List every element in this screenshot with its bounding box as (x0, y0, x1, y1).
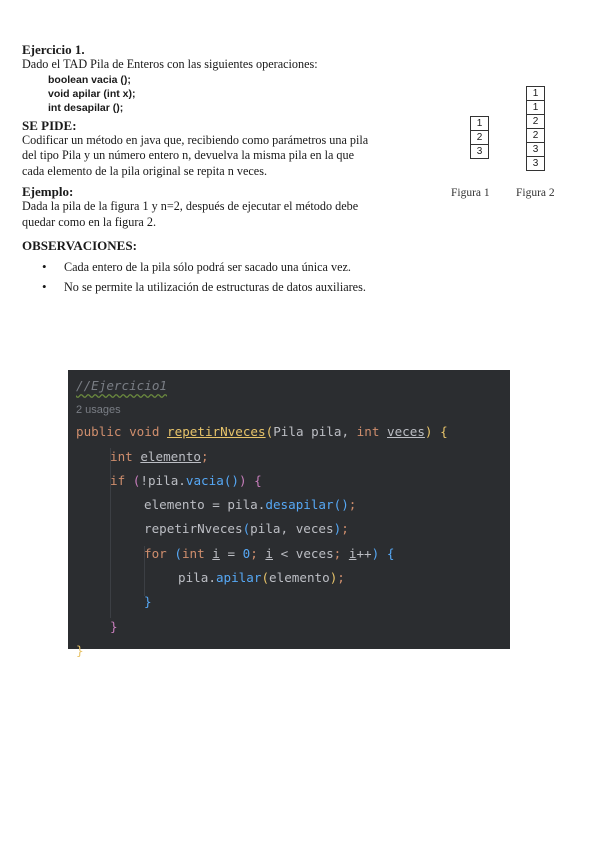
keyword-int: int (181, 545, 205, 561)
stack-cell: 3 (527, 143, 544, 157)
operation-vacia: boolean vacia (); (48, 73, 131, 86)
var-pila: pila (227, 497, 258, 513)
figure-1-stack (470, 116, 489, 159)
exercise-title: Ejercicio 1. (22, 42, 85, 57)
stack-cell: 3 (532, 158, 539, 169)
var-i: i (265, 545, 273, 561)
param-veces: veces (387, 424, 425, 440)
keyword-int: int (356, 424, 380, 440)
stack-cell: 2 (527, 115, 544, 129)
var-elemento: elemento (140, 448, 202, 464)
keyword-void: void (129, 424, 160, 440)
ejemplo-line-2: quedar como en la figura 2. (22, 214, 157, 229)
literal-zero: 0 (242, 545, 251, 561)
call-vacia: vacia (185, 472, 224, 488)
observaciones-heading: OBSERVACIONES: (22, 238, 137, 253)
stack-cell: 1 (527, 87, 544, 101)
operation-apilar: void apilar (int x); (48, 87, 136, 100)
figure-1-caption: Figura 1 (451, 187, 490, 199)
ejemplo-line-1: Dada la pila de la figura 1 y n=2, después de ejecutar el método debe (22, 199, 359, 213)
observaciones-list (22, 257, 422, 297)
observacion-item: • No se permite la utilización de estructuras de datos auxiliares. (22, 277, 422, 297)
var-pila: pila (147, 472, 179, 488)
code-comment: //Ejercicio1 (76, 378, 167, 393)
var-veces: veces (295, 545, 334, 561)
var-i: i (348, 545, 357, 561)
se-pide-heading: SE PIDE: (22, 117, 77, 133)
observacion-item: • Cada entero de la pila sólo podrá ser sacado una única vez. (22, 257, 422, 277)
stack-cell: 2 (527, 129, 544, 143)
param-type: Pila (273, 424, 304, 440)
se-pide-line-1: Codificar un método en java que, recibiendo como parámetros una pila (22, 132, 369, 147)
se-pide-line-3: cada elemento de la pila original se repita n veces. (22, 163, 267, 178)
figure-2-caption: Figura 2 (516, 187, 555, 199)
stack-cell: 1 (527, 101, 544, 115)
operation-desapilar: int desapilar (); (48, 101, 124, 114)
var-elemento: elemento (269, 570, 330, 586)
method-name[interactable]: repetirNveces (167, 424, 266, 440)
keyword-public: public (76, 424, 122, 440)
stack-cell: 2 (471, 131, 488, 145)
var-veces: veces (295, 521, 334, 537)
keyword-if: if (110, 472, 126, 488)
keyword-for: for (144, 545, 167, 561)
call-apilar: apilar (215, 570, 262, 586)
keyword-int: int (110, 448, 133, 464)
var-pila: pila (178, 570, 209, 586)
stack-cell: 1 (471, 117, 488, 131)
stack-cell: 3 (476, 146, 483, 157)
code-editor-snippet: //Ejercicio1 2 usages public void repetirNveces(Pila pila, int veces) { int elemento; if (!pila.vacia()) { elemento = pila.desapilar(); repetirNveces(pila, veces); for (int i = 0; i < veces; i++) { pila.apilar(elemento); } } } (68, 370, 510, 649)
figure-2-stack (526, 86, 545, 171)
call-desapilar: desapilar (265, 497, 334, 513)
operations-list (48, 73, 422, 115)
call-repetir: repetirNveces (144, 521, 243, 537)
var-elemento: elemento (144, 497, 205, 513)
var-i: i (212, 545, 220, 561)
param-pila: pila (311, 424, 342, 440)
exercise-document (22, 42, 422, 297)
ejemplo-heading: Ejemplo: (22, 184, 74, 199)
se-pide-line-2: del tipo Pila y un número entero n, devuelva la misma pila en la que (22, 148, 355, 162)
usages-hint[interactable]: 2 usages (76, 404, 121, 417)
exercise-intro: Dado el TAD Pila de Enteros con las siguientes operaciones: (22, 57, 318, 71)
var-pila: pila (250, 521, 281, 537)
